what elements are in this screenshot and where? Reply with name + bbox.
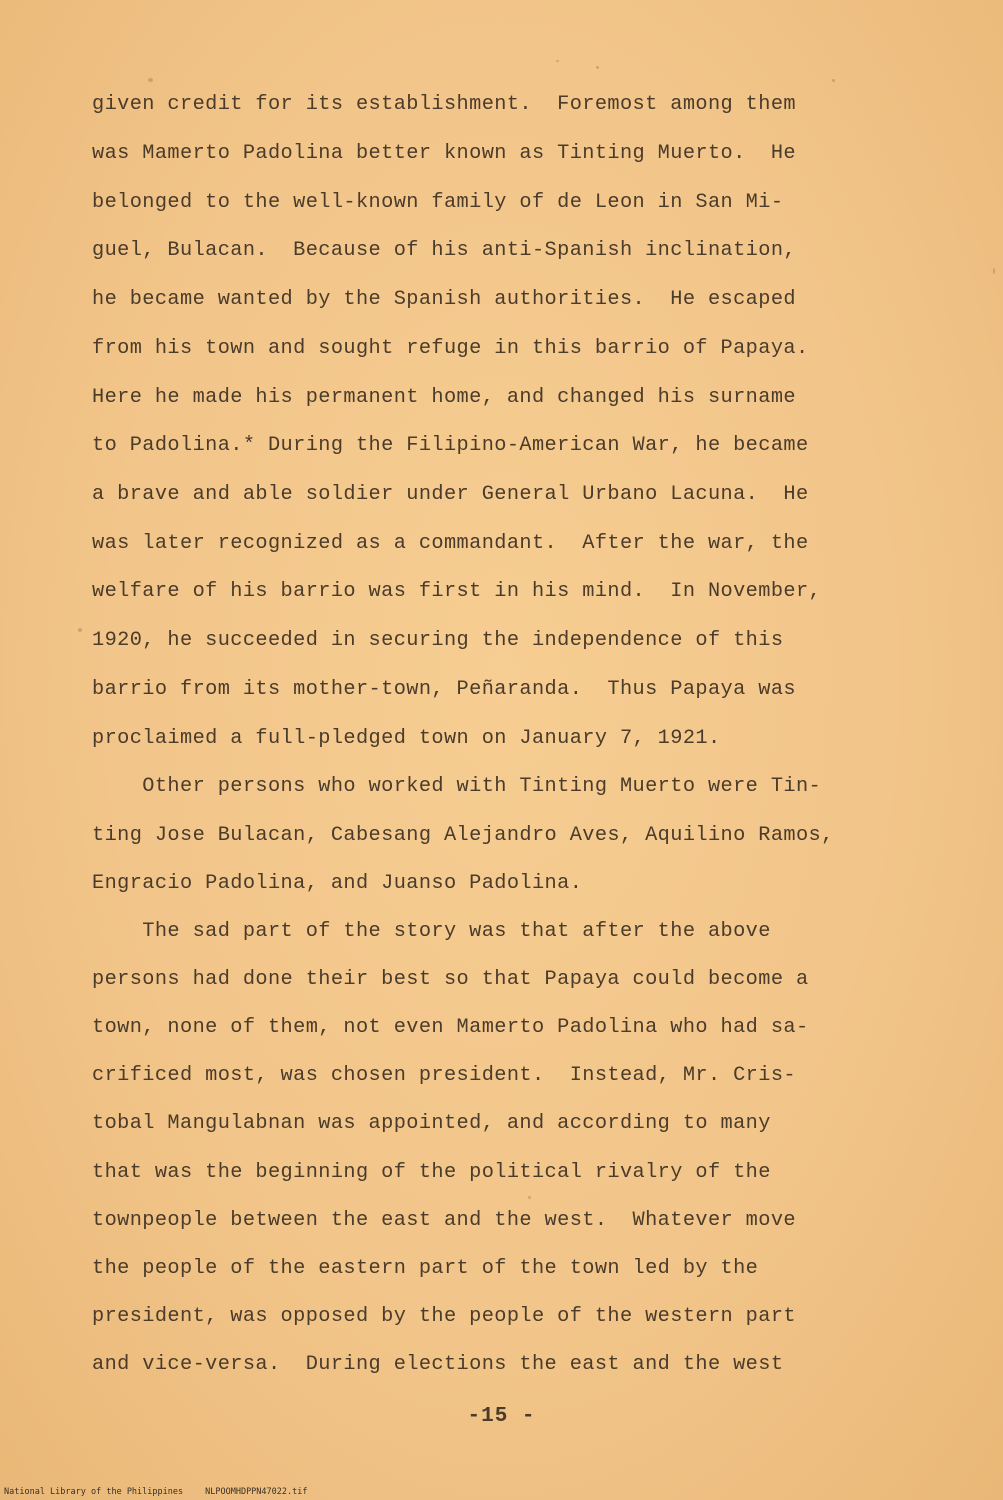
text-line: town, none of them, not even Mamerto Padolina who had sa-	[92, 1016, 809, 1039]
scan-footer	[4, 1487, 307, 1497]
footer-institution: National Library of the Philippines	[4, 1487, 184, 1497]
text-line: from his town and sought refuge in this barrio of Papaya.	[92, 337, 809, 360]
text-line: persons had done their best so that Papaya could become a	[92, 968, 809, 991]
text-line: given credit for its establishment. Foremost among them	[92, 93, 796, 116]
text-line: welfare of his barrio was first in his mind. In November,	[92, 580, 822, 603]
text-line: 1920, he succeeded in securing the independence of this	[92, 629, 784, 652]
paper-speck	[596, 66, 599, 69]
paper-speck	[528, 1196, 531, 1199]
text-line: proclaimed a full-pledged town on January 7, 1921.	[92, 727, 721, 750]
text-line: and vice-versa. During elections the east and the west	[92, 1353, 784, 1376]
text-line: was Mamerto Padolina better known as Tinting Muerto. He	[92, 142, 796, 165]
text-line: Other persons who worked with Tinting Muerto were Tin-	[92, 775, 822, 798]
text-line: to Padolina.* During the Filipino-American War, he became	[92, 434, 809, 457]
text-line: the people of the eastern part of the town led by the	[92, 1257, 759, 1280]
text-line: he became wanted by the Spanish authorities. He escaped	[92, 288, 796, 311]
paper-speck	[78, 628, 82, 632]
text-line: crificed most, was chosen president. Instead, Mr. Cris-	[92, 1064, 796, 1087]
text-line: a brave and able soldier under General Urbano Lacuna. He	[92, 483, 809, 506]
text-line: guel, Bulacan. Because of his anti-Spanish inclination,	[92, 239, 796, 262]
text-line: that was the beginning of the political rivalry of the	[92, 1161, 771, 1184]
text-line: president, was opposed by the people of the western part	[92, 1305, 796, 1328]
text-line: belonged to the well-known family of de Leon in San Mi-	[92, 191, 784, 214]
text-line: tobal Mangulabnan was appointed, and according to many	[92, 1112, 771, 1135]
text-line: Here he made his permanent home, and changed his surname	[92, 386, 796, 409]
text-line: Engracio Padolina, and Juanso Padolina.	[92, 872, 583, 895]
paper-speck	[832, 79, 835, 82]
text-line: was later recognized as a commandant. After the war, the	[92, 532, 809, 555]
text-line: The sad part of the story was that after the above	[92, 920, 771, 943]
footer-filename: NLPOOMHDPPN47022.tif	[205, 1487, 308, 1497]
text-line: ting Jose Bulacan, Cabesang Alejandro Aves, Aquilino Ramos,	[92, 824, 834, 847]
paper-speck	[993, 268, 995, 274]
text-line: townpeople between the east and the west. Whatever move	[92, 1209, 796, 1232]
paper-speck	[556, 60, 559, 62]
text-line: barrio from its mother-town, Peñaranda. Thus Papaya was	[92, 678, 796, 701]
page-number: -15 -	[467, 1405, 536, 1428]
paper-speck	[148, 78, 153, 82]
